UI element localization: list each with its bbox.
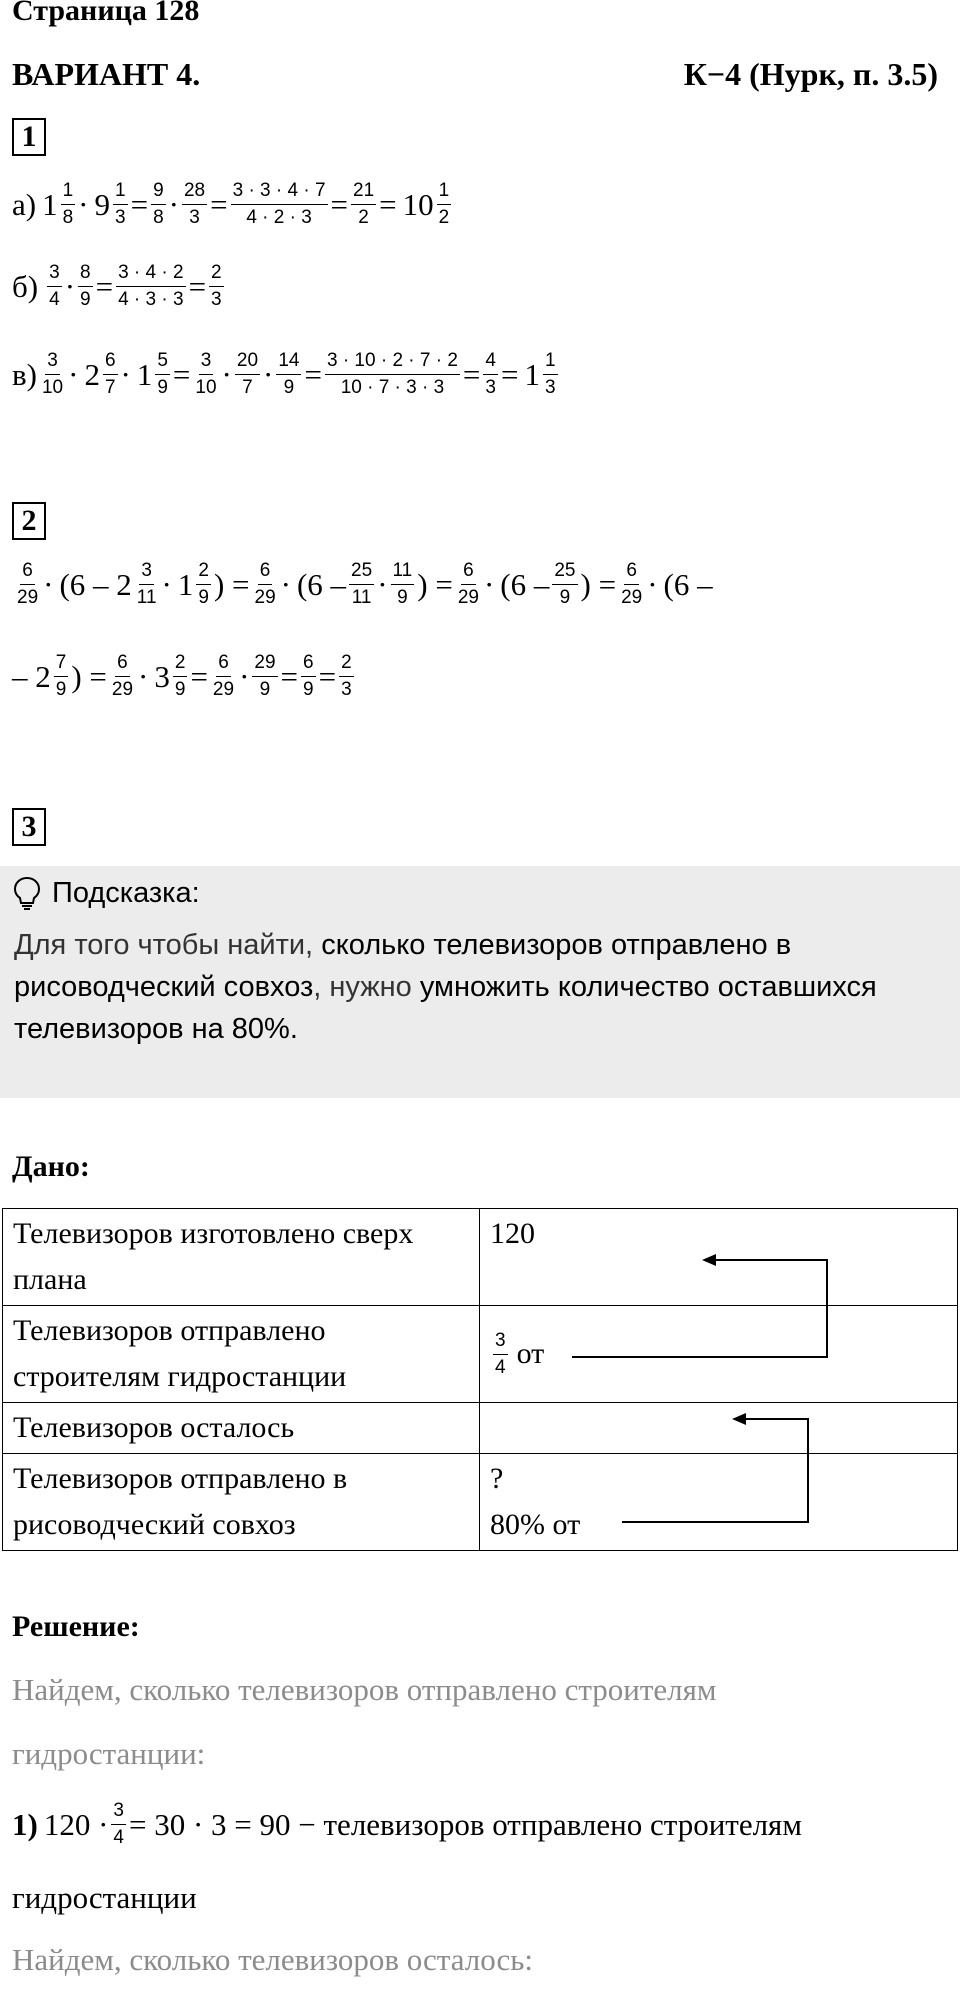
- expr-text: (6 – 2: [59, 566, 132, 602]
- fraction: $\frac{20}{7}$: [236, 350, 259, 398]
- fraction: $\frac{6}{29}$: [457, 560, 479, 608]
- table-cell-value: 120: [480, 1209, 958, 1306]
- expr-text: – 2: [12, 658, 51, 694]
- equals: =: [462, 356, 481, 392]
- equals: =: [280, 658, 299, 694]
- expr-text: ) =: [71, 658, 107, 694]
- fraction: $\frac{25}{9}$: [554, 560, 576, 608]
- fraction: $\frac{1}{2}$: [438, 180, 450, 228]
- operator: ·: [377, 566, 388, 602]
- operator: ·: [263, 356, 274, 392]
- solution-text: гидростанции: [12, 1880, 197, 1915]
- operator: ·: [483, 566, 495, 602]
- table-cell-label: Телевизоров отправлено в рисоводческий совхоз: [3, 1454, 480, 1551]
- fraction: $\frac{3}{10}$: [41, 350, 64, 398]
- fraction: $\frac{6}{7}$: [104, 350, 116, 398]
- hint-text-emph: сколько телевизоров отправлено в рисоводческий совхоз: [14, 929, 792, 1003]
- fraction: $\frac{3 \cdot 10 \cdot 2 \cdot 7 \cdot 2}{10 \cdot 7 \cdot 3 \cdot 3}$: [326, 350, 458, 398]
- fraction: $\frac{3 \cdot 3 \cdot 4 \cdot 7}{4 \cdot 2 \cdot 3}$: [232, 180, 326, 228]
- fraction: $\frac{6}{29}$: [17, 560, 39, 608]
- mixed-whole: 1: [177, 566, 194, 602]
- fraction: $\frac{9}{8}$: [153, 180, 164, 228]
- source-label: К−4 (Нурк, п. 3.5): [683, 56, 938, 92]
- variant-label: ВАРИАНТ 4.: [12, 56, 201, 92]
- hint-text-part: , нужно: [313, 971, 420, 1003]
- hint-text-emph: умножить количество оставшихся телевизоров на 80%.: [14, 971, 877, 1045]
- fraction: $\frac{3}{4}$: [113, 1800, 124, 1848]
- fraction: $\frac{11}{9}$: [392, 560, 413, 608]
- solution-step-1: [12, 1800, 802, 1849]
- hint-title: Подсказка:: [52, 876, 200, 909]
- operator: ·: [43, 566, 54, 602]
- fraction: $\frac{1}{8}$: [62, 180, 74, 228]
- fraction: $\frac{4}{3}$: [485, 350, 496, 398]
- solution-text: гидростанции:: [12, 1736, 206, 1771]
- mixed-whole: 1: [136, 356, 153, 392]
- equals: =: [188, 268, 207, 304]
- equals: =: [172, 356, 191, 392]
- fraction: $\frac{14}{9}$: [278, 350, 300, 398]
- table-cell-label: Телевизоров осталось: [3, 1403, 480, 1454]
- fraction: $\frac{2}{9}$: [174, 652, 186, 700]
- equals: =: [95, 268, 114, 304]
- equals: =: [190, 658, 208, 694]
- page-title: Страница 128: [12, 0, 200, 27]
- operator: ·: [221, 356, 232, 392]
- arrow-bottom: [622, 1419, 808, 1522]
- item-label: в): [12, 356, 37, 392]
- table-cell-label: Телевизоров изготовлено сверх плана: [3, 1209, 480, 1306]
- equals: =: [318, 658, 337, 694]
- hint-text-part: Для того чтобы найти,: [14, 929, 322, 961]
- solution-label: Решение:: [12, 1610, 140, 1643]
- item-label: а): [12, 186, 37, 222]
- arrowhead-icon: [702, 1254, 716, 1266]
- value-line: ?: [490, 1462, 504, 1495]
- mixed-whole: 10: [402, 186, 434, 222]
- operator: ·: [68, 356, 79, 392]
- task-number-box: 3: [12, 808, 46, 846]
- fraction: $\frac{6}{29}$: [254, 560, 276, 608]
- equals: =: [330, 186, 348, 222]
- operator: ·: [647, 566, 658, 602]
- fraction: $\frac{2}{9}$: [198, 560, 209, 608]
- fraction: $\frac{5}{9}$: [157, 350, 168, 398]
- fraction: $\frac{3}{10}$: [195, 350, 217, 398]
- fraction: $\frac{7}{9}$: [55, 652, 67, 700]
- equals: =: [130, 186, 149, 222]
- task-number-box: 2: [12, 502, 46, 540]
- fraction: $\frac{2}{3}$: [211, 262, 222, 310]
- equals: =: [304, 356, 322, 392]
- fraction: $\frac{8}{9}$: [80, 262, 91, 310]
- operator: ·: [64, 268, 76, 304]
- equals: =: [500, 356, 519, 392]
- arrow-top: [572, 1260, 827, 1357]
- mixed-whole: 1: [524, 356, 540, 392]
- expr-text: (6 –: [500, 566, 550, 602]
- fraction: $\frac{6}{29}$: [111, 652, 134, 700]
- mixed-whole: 9: [94, 186, 110, 222]
- expr-text: 120 ·: [43, 1806, 109, 1842]
- fraction: $\frac{28}{3}$: [183, 180, 206, 228]
- value-suffix: от: [516, 1337, 545, 1370]
- equals: =: [379, 186, 397, 222]
- operator: ·: [161, 566, 172, 602]
- expr-text: ) =: [580, 566, 617, 602]
- arrowhead-icon: [732, 1413, 746, 1425]
- fraction: $\frac{6}{29}$: [621, 560, 643, 608]
- fraction: $\frac{1}{3}$: [115, 180, 126, 228]
- fraction: $\frac{21}{2}$: [353, 180, 375, 228]
- fraction: $\frac{25}{11}$: [351, 560, 373, 608]
- operator: ·: [280, 566, 291, 602]
- value-line: 80% от: [490, 1508, 581, 1541]
- step-label: 1): [12, 1806, 38, 1842]
- expr-text: = 30 · 3 = 90 − телевизоров отправлено строителям: [128, 1806, 802, 1842]
- expr-text: (6 –: [296, 566, 347, 602]
- fraction: $\frac{6}{9}$: [303, 652, 314, 700]
- given-label: Дано:: [12, 1150, 90, 1183]
- operator: ·: [168, 186, 179, 222]
- solution-text: Найдем, сколько телевизоров осталось:: [12, 1942, 534, 1977]
- fraction: $\frac{1}{3}$: [544, 350, 556, 398]
- fraction: $\frac{3 \cdot 4 \cdot 2}{4 \cdot 3 \cdot 3}$: [118, 262, 184, 310]
- fraction: $\frac{29}{9}$: [254, 652, 276, 700]
- item-label: б): [12, 268, 39, 304]
- operator: ·: [78, 186, 89, 222]
- expr-text: ) =: [417, 566, 453, 602]
- fraction: $\frac{3}{4}$: [49, 262, 60, 310]
- mixed-whole: 2: [84, 356, 100, 392]
- fraction: $\frac{2}{3}$: [341, 652, 352, 700]
- fraction: $\frac{3}{11}$: [136, 560, 157, 608]
- operator: ·: [138, 658, 149, 694]
- table-cell-label: Телевизоров отправлено строителям гидростанции: [3, 1306, 480, 1403]
- mixed-whole: 3: [154, 658, 170, 694]
- fraction: $\frac{3}{4}$: [495, 1329, 506, 1378]
- fraction: $\frac{6}{29}$: [212, 652, 235, 700]
- mixed-whole: 1: [42, 186, 58, 222]
- expr-text: ) =: [213, 566, 250, 602]
- operator: ·: [239, 658, 250, 694]
- task-number-box: 1: [12, 118, 46, 156]
- operator: ·: [120, 356, 131, 392]
- expr-text: (6 –: [663, 566, 713, 602]
- equals: =: [210, 186, 228, 222]
- solution-text: Найдем, сколько телевизоров отправлено строителям: [12, 1672, 717, 1707]
